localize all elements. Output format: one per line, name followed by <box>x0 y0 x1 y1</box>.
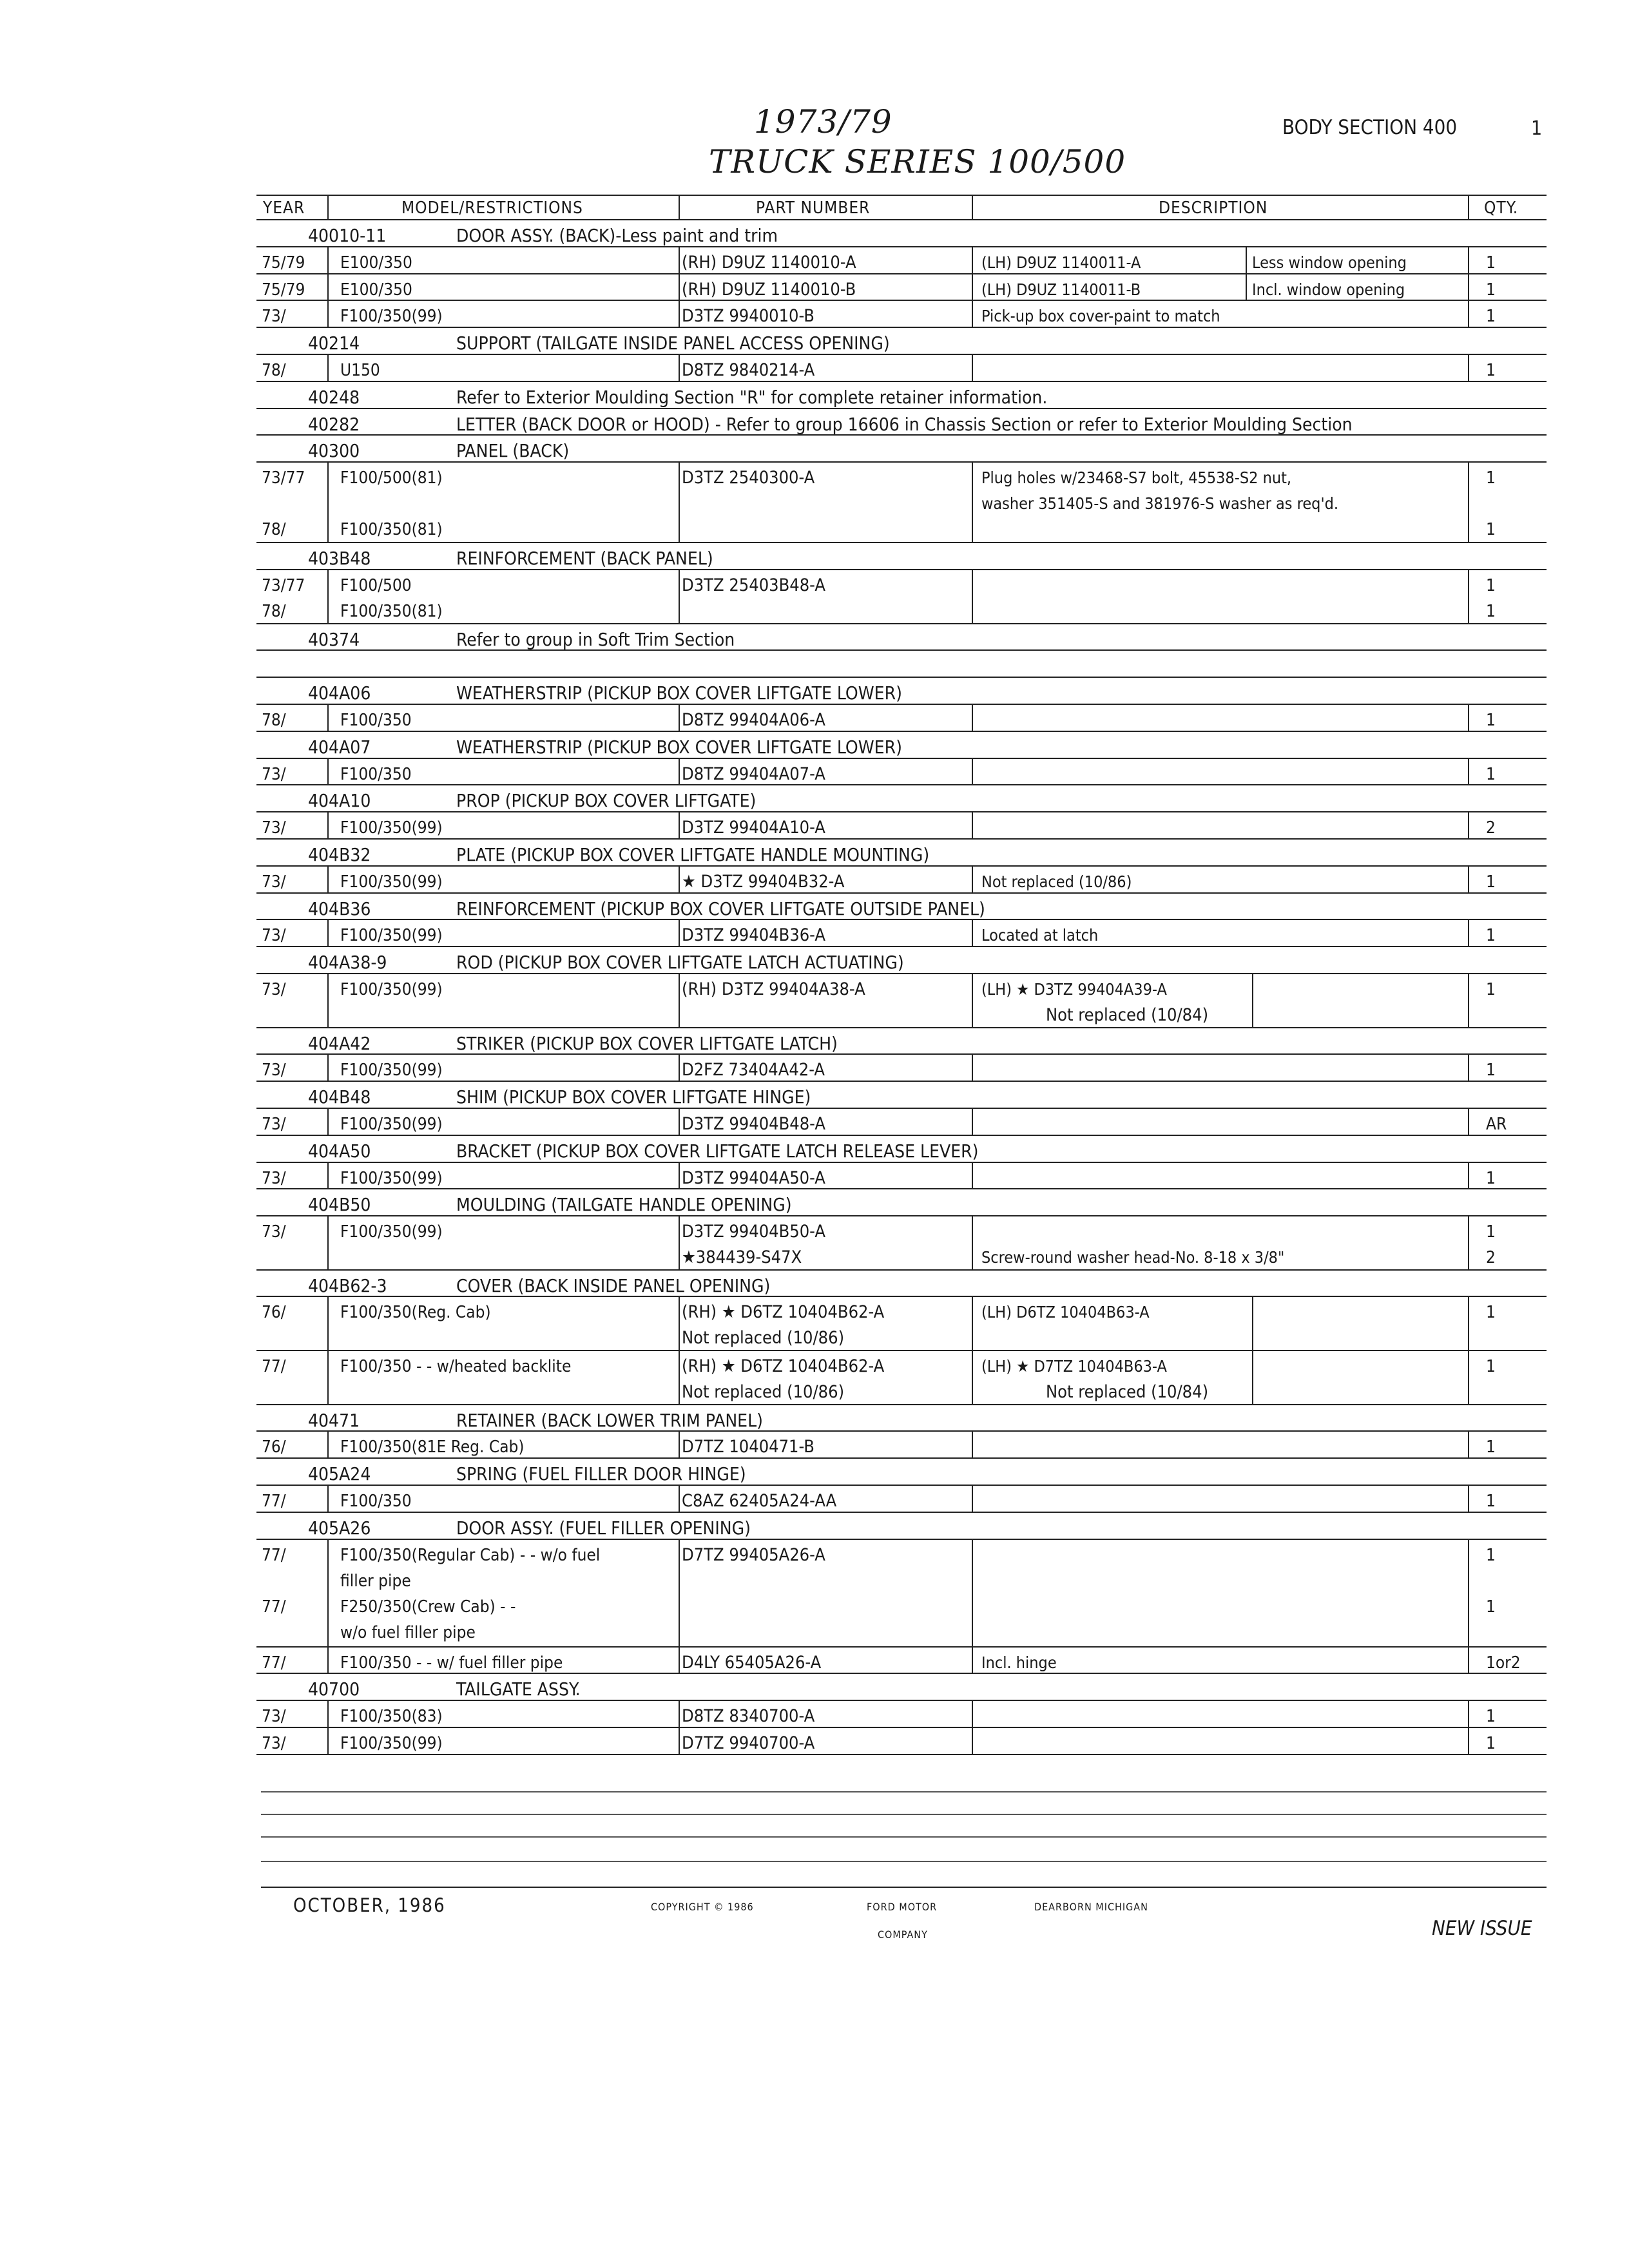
cell-model: F100/350(99) <box>340 979 443 999</box>
cell-code: 404B62-3 <box>308 1274 387 1296</box>
group-row <box>256 947 1547 974</box>
cell-model: F100/350(81E Reg. Cab) <box>340 1437 525 1457</box>
cell-qty: 1 <box>1486 360 1496 380</box>
cell-qty: 1 <box>1486 1222 1496 1242</box>
cell-title: Refer to Exterior Moulding Section "R" for complete retainer information. <box>456 386 1048 408</box>
table-row <box>256 463 1547 543</box>
table-row <box>256 274 1547 302</box>
cell-code: 404B36 <box>308 898 371 919</box>
cell-title: STRIKER (PICKUP BOX COVER LIFTGATE LATCH) <box>456 1032 838 1054</box>
cell-year: 78/ <box>262 360 286 380</box>
cell-part: D4LY 65405A26-A <box>682 1652 822 1673</box>
cell-year: 73/77 <box>262 575 305 595</box>
cell-desc: Incl. hinge <box>981 1653 1057 1672</box>
cell-code: 404B48 <box>308 1086 371 1108</box>
cell-code: 404A50 <box>308 1140 371 1162</box>
cell-year: 73/ <box>262 1707 286 1727</box>
footer-dearborn: DEARBORN MICHIGAN <box>1034 1901 1148 1913</box>
group-row <box>256 732 1547 759</box>
col-year-header: YEAR <box>263 198 305 218</box>
cell-title: WEATHERSTRIP (PICKUP BOX COVER LIFTGATE LOWER) <box>456 682 902 704</box>
group-row <box>256 1459 1547 1486</box>
cell-qty: 1 <box>1486 307 1496 327</box>
cell-model: F100/350(99) <box>340 1222 443 1242</box>
cell-model: F100/350(Reg. Cab) <box>340 1303 491 1323</box>
cell-year: 77/ <box>262 1492 286 1512</box>
cell-year: 75/79 <box>262 253 305 273</box>
cell-part: D3TZ 25403B48-A <box>682 575 825 595</box>
cell-model: F100/350(99) <box>340 926 443 946</box>
cell-year: 77/ <box>262 1545 286 1565</box>
cell-title: REINFORCEMENT (BACK PANEL) <box>456 548 713 570</box>
footer-issue: NEW ISSUE <box>1432 1917 1532 1940</box>
blank-row <box>256 651 1547 678</box>
cell-qty: 1 <box>1486 1707 1496 1727</box>
cell-code: 404A42 <box>308 1032 371 1054</box>
group-row <box>256 1513 1547 1540</box>
footer-copyright: COPYRIGHT © 1986 <box>651 1901 754 1913</box>
cell-year: 73/ <box>262 1222 286 1242</box>
cell-part: D7TZ 1040471-B <box>682 1437 815 1457</box>
page-title-years: 1973/79 <box>754 103 892 140</box>
table-row <box>256 1648 1547 1675</box>
table-header <box>256 195 1547 220</box>
cell-code: 404B50 <box>308 1194 371 1216</box>
cell-title: PANEL (BACK) <box>456 440 570 462</box>
cell-qty3: 1 <box>1486 1597 1496 1617</box>
cell-year: 78/ <box>262 710 286 730</box>
cell-year: 73/ <box>262 872 286 892</box>
cell-desc2: washer 351405-S and 381976-S washer as req'd. <box>981 494 1339 514</box>
group-row <box>256 1189 1547 1216</box>
cell-year3: 78/ <box>262 520 286 540</box>
group-row <box>256 1674 1547 1701</box>
cell-year: 73/ <box>262 1168 286 1188</box>
cell-code: 40248 <box>308 386 360 408</box>
cell-part: ★ D3TZ 99404B32-A <box>682 871 845 892</box>
cell-part: (RH) D9UZ 1140010-B <box>682 279 856 300</box>
cell-part: (RH) D3TZ 99404A38-A <box>682 979 865 999</box>
group-row <box>256 785 1547 812</box>
group-row <box>256 1028 1547 1055</box>
cell-qty2: 2 <box>1486 1248 1496 1268</box>
group-row <box>256 894 1547 921</box>
cell-part: (RH) ★ D6TZ 10404B62-A <box>682 1302 885 1323</box>
cell-title: COVER (BACK INSIDE PANEL OPENING) <box>456 1274 771 1296</box>
cell-title: LETTER (BACK DOOR or HOOD) - Refer to group 16606 in Chassis Section or refer to Exterior Moulding Section <box>456 413 1353 435</box>
cell-part: D7TZ 99405A26-A <box>682 1544 825 1565</box>
cell-code: 404B32 <box>308 843 371 865</box>
cell-part: D3TZ 9940010-B <box>682 306 815 327</box>
table-row <box>256 1728 1547 1755</box>
cell-qty: 1 <box>1486 1437 1496 1457</box>
cell-qty: 2 <box>1486 818 1496 838</box>
cell-model: F100/350(99) <box>340 872 443 892</box>
col-desc-header: DESCRIPTION <box>1159 198 1268 218</box>
table-row <box>256 812 1547 840</box>
cell-qty3: 1 <box>1486 520 1496 540</box>
cell-part: (RH) ★ D6TZ 10404B62-A <box>682 1356 885 1377</box>
cell-model4: w/o fuel filler pipe <box>340 1622 476 1642</box>
cell-code: 40471 <box>308 1409 360 1431</box>
cell-desc: Plug holes w/23468-S7 bolt, 45538-S2 nut, <box>981 468 1292 488</box>
cell-model2: filler pipe <box>340 1571 411 1591</box>
cell-qty: 1 <box>1486 280 1496 300</box>
cell-qty: 1 <box>1486 710 1496 730</box>
table-row <box>256 1055 1547 1082</box>
cell-qty: 1 <box>1486 1734 1496 1754</box>
cell-title: DOOR ASSY. (BACK)-Less paint and trim <box>456 225 778 246</box>
cell-desc: (LH) D6TZ 10404B63-A <box>981 1303 1150 1322</box>
cell-part: D8TZ 99404A06-A <box>682 709 825 730</box>
cell-year: 76/ <box>262 1437 286 1457</box>
cell-part: D3TZ 99404A10-A <box>682 818 825 838</box>
cell-model: E100/350 <box>340 280 412 300</box>
cell-model: F100/350 - - w/ fuel filler pipe <box>340 1653 563 1673</box>
cell-code: 404A38-9 <box>308 952 387 974</box>
cell-year: 73/ <box>262 1734 286 1754</box>
cell-year: 77/ <box>262 1653 286 1673</box>
cell-qty: 1 <box>1486 1061 1496 1081</box>
group-row <box>256 678 1547 705</box>
cell-code: 405A26 <box>308 1517 371 1539</box>
cell-part2: Not replaced (10/86) <box>682 1382 845 1403</box>
cell-part: C8AZ 62405A24-AA <box>682 1491 837 1512</box>
cell-qty: 1 <box>1486 872 1496 892</box>
table-row <box>256 247 1547 274</box>
cell-model: E100/350 <box>340 253 412 273</box>
section-label: BODY SECTION 400 <box>1282 116 1458 139</box>
group-row <box>256 1405 1547 1432</box>
cell-part: D3TZ 99404A50-A <box>682 1168 825 1188</box>
cell-model: F100/500(81) <box>340 468 443 488</box>
cell-year: 73/ <box>262 764 286 784</box>
col-part-header: PART NUMBER <box>756 198 871 218</box>
cell-qty: 1 <box>1486 1545 1496 1565</box>
cell-qty: 1 <box>1486 979 1496 999</box>
table-row <box>256 1351 1547 1405</box>
cell-year2: 78/ <box>262 601 286 621</box>
group-row <box>256 1136 1547 1163</box>
table-row <box>256 301 1547 328</box>
cell-title: REINFORCEMENT (PICKUP BOX COVER LIFTGATE OUTSIDE PANEL) <box>456 898 985 919</box>
cell-code: 40214 <box>308 332 360 354</box>
cell-qty: 1 <box>1486 468 1496 488</box>
cell-desc: Not replaced (10/86) <box>981 872 1132 891</box>
cell-qty2: 1 <box>1486 601 1496 621</box>
cell-part: D8TZ 8340700-A <box>682 1706 815 1727</box>
cell-part: D8TZ 99404A07-A <box>682 764 825 784</box>
cell-part: D3TZ 2540300-A <box>682 468 815 488</box>
cell-qty: 1or2 <box>1486 1653 1521 1673</box>
cell-desc2: Less window opening <box>1252 253 1407 272</box>
cell-year: 76/ <box>262 1303 286 1323</box>
cell-qty: 1 <box>1486 1303 1496 1323</box>
cell-desc: (LH) D9UZ 1140011-B <box>981 280 1141 299</box>
cell-desc2: Incl. window opening <box>1252 280 1405 299</box>
cell-title: SHIM (PICKUP BOX COVER LIFTGATE HINGE) <box>456 1086 811 1108</box>
cell-title: PROP (PICKUP BOX COVER LIFTGATE) <box>456 790 757 812</box>
footer-rule <box>261 1887 1547 1888</box>
table-row <box>256 1163 1547 1190</box>
cell-qty: 1 <box>1486 575 1496 595</box>
cell-model: F100/500 <box>340 575 412 595</box>
cell-year: 73/ <box>262 307 286 327</box>
group-row <box>256 840 1547 867</box>
page-number: 1 <box>1531 117 1543 140</box>
cell-model: F100/350(83) <box>340 1707 443 1727</box>
group-row <box>256 1271 1547 1298</box>
cell-desc: (LH) ★ D3TZ 99404A39-A <box>981 979 1167 999</box>
cell-code: 404A10 <box>308 790 371 812</box>
table-row <box>256 1701 1547 1728</box>
cell-year: 73/77 <box>262 468 305 488</box>
col-qty-header: QTY. <box>1484 198 1519 218</box>
cell-qty: 1 <box>1486 1168 1496 1188</box>
table-row <box>256 1486 1547 1513</box>
cell-title: DOOR ASSY. (FUEL FILLER OPENING) <box>456 1517 751 1539</box>
cell-model: F100/350(99) <box>340 1061 443 1081</box>
cell-model2: F100/350(81) <box>340 601 443 621</box>
cell-model: F100/350(99) <box>340 1114 443 1134</box>
cell-year3: 77/ <box>262 1597 286 1617</box>
cell-part: D8TZ 9840214-A <box>682 360 815 380</box>
cell-code: 40374 <box>308 628 360 650</box>
table-row <box>256 759 1547 786</box>
cell-code: 40010-11 <box>308 225 387 246</box>
cell-model3: F100/350(81) <box>340 520 443 540</box>
cell-qty: 1 <box>1486 253 1496 273</box>
cell-title: TAILGATE ASSY. <box>456 1678 581 1700</box>
table-row <box>256 705 1547 732</box>
cell-title: MOULDING (TAILGATE HANDLE OPENING) <box>456 1194 792 1216</box>
cell-title: BRACKET (PICKUP BOX COVER LIFTGATE LATCH RELEASE LEVER) <box>456 1140 979 1162</box>
cell-desc2: Screw-round washer head-No. 8-18 x 3/8" <box>981 1248 1285 1267</box>
group-row <box>256 409 1547 436</box>
table-row <box>256 1432 1547 1459</box>
page-title-series: TRUCK SERIES 100/500 <box>709 143 1126 180</box>
cell-model: F100/350(99) <box>340 1734 443 1754</box>
cell-code: 40282 <box>308 413 360 435</box>
cell-model: F100/350 <box>340 1492 412 1512</box>
cell-model: F100/350(99) <box>340 818 443 838</box>
cell-part2: Not replaced (10/86) <box>682 1328 845 1349</box>
footer-company: COMPANY <box>878 1928 928 1941</box>
cell-desc: (LH) ★ D7TZ 10404B63-A <box>981 1357 1167 1376</box>
cell-part: D3TZ 99404B48-A <box>682 1113 825 1134</box>
cell-desc2: Not replaced (10/84) <box>1046 1382 1209 1403</box>
footer-date: OCTOBER, 1986 <box>293 1894 446 1916</box>
table-row <box>256 974 1547 1028</box>
cell-desc: Located at latch <box>981 926 1099 945</box>
cell-title: PLATE (PICKUP BOX COVER LIFTGATE HANDLE MOUNTING) <box>456 843 930 865</box>
table-row <box>256 570 1547 624</box>
cell-title: SUPPORT (TAILGATE INSIDE PANEL ACCESS OPENING) <box>456 332 890 354</box>
cell-part: D3TZ 99404B50-A <box>682 1222 825 1242</box>
cell-code: 40700 <box>308 1678 360 1700</box>
parts-table <box>256 195 1547 1755</box>
cell-desc: (LH) D9UZ 1140011-A <box>981 253 1141 272</box>
footer-ford: FORD MOTOR <box>867 1901 938 1913</box>
group-row <box>256 436 1547 463</box>
table-row <box>256 1297 1547 1351</box>
cell-part: D3TZ 99404B36-A <box>682 925 825 946</box>
group-row <box>256 543 1547 570</box>
cell-code: 40300 <box>308 440 360 462</box>
cell-year: 73/ <box>262 818 286 838</box>
cell-model: F100/350 - - w/heated backlite <box>340 1357 572 1377</box>
cell-code: 405A24 <box>308 1463 371 1485</box>
cell-title: RETAINER (BACK LOWER TRIM PANEL) <box>456 1409 763 1431</box>
cell-model3: F250/350(Crew Cab) - - <box>340 1597 516 1617</box>
table-row <box>256 355 1547 382</box>
cell-model: F100/350(Regular Cab) - - w/o fuel <box>340 1545 601 1565</box>
cell-code: 403B48 <box>308 548 371 570</box>
cell-model: U150 <box>340 360 380 380</box>
table-row <box>256 1216 1547 1271</box>
cell-part: D2FZ 73404A42-A <box>682 1060 825 1081</box>
cell-year: 73/ <box>262 1061 286 1081</box>
cell-title: SPRING (FUEL FILLER DOOR HINGE) <box>456 1463 746 1485</box>
group-row <box>256 1082 1547 1109</box>
cell-model: F100/350 <box>340 764 412 784</box>
cell-part2: ★384439-S47X <box>682 1247 802 1268</box>
group-row <box>256 328 1547 355</box>
cell-model: F100/350 <box>340 710 412 730</box>
table-row <box>256 1109 1547 1136</box>
cell-title: Refer to group in Soft Trim Section <box>456 628 735 650</box>
cell-year: 73/ <box>262 926 286 946</box>
cell-model: F100/350(99) <box>340 307 443 327</box>
cell-title: ROD (PICKUP BOX COVER LIFTGATE LATCH ACTUATING) <box>456 952 904 974</box>
cell-year: 73/ <box>262 979 286 999</box>
cell-part: (RH) D9UZ 1140010-A <box>682 252 856 273</box>
cell-code: 404A07 <box>308 736 371 758</box>
table-row <box>256 867 1547 894</box>
table-row <box>256 1540 1547 1648</box>
cell-model: F100/350(99) <box>340 1168 443 1188</box>
col-model-header: MODEL/RESTRICTIONS <box>401 198 583 218</box>
cell-code: 404A06 <box>308 682 371 704</box>
group-row <box>256 220 1547 247</box>
cell-qty: 1 <box>1486 1492 1496 1512</box>
group-row <box>256 624 1547 651</box>
cell-year: 75/79 <box>262 280 305 300</box>
cell-qty: 1 <box>1486 926 1496 946</box>
cell-qty: AR <box>1486 1114 1507 1134</box>
cell-title: WEATHERSTRIP (PICKUP BOX COVER LIFTGATE LOWER) <box>456 736 902 758</box>
cell-year: 73/ <box>262 1114 286 1134</box>
cell-part: D7TZ 9940700-A <box>682 1733 815 1754</box>
cell-qty: 1 <box>1486 1357 1496 1377</box>
group-row <box>256 382 1547 409</box>
cell-desc: Pick-up box cover-paint to match <box>981 307 1220 326</box>
table-row <box>256 920 1547 947</box>
cell-desc2: Not replaced (10/84) <box>1046 1004 1209 1025</box>
cell-qty: 1 <box>1486 764 1496 784</box>
cell-year: 77/ <box>262 1357 286 1377</box>
